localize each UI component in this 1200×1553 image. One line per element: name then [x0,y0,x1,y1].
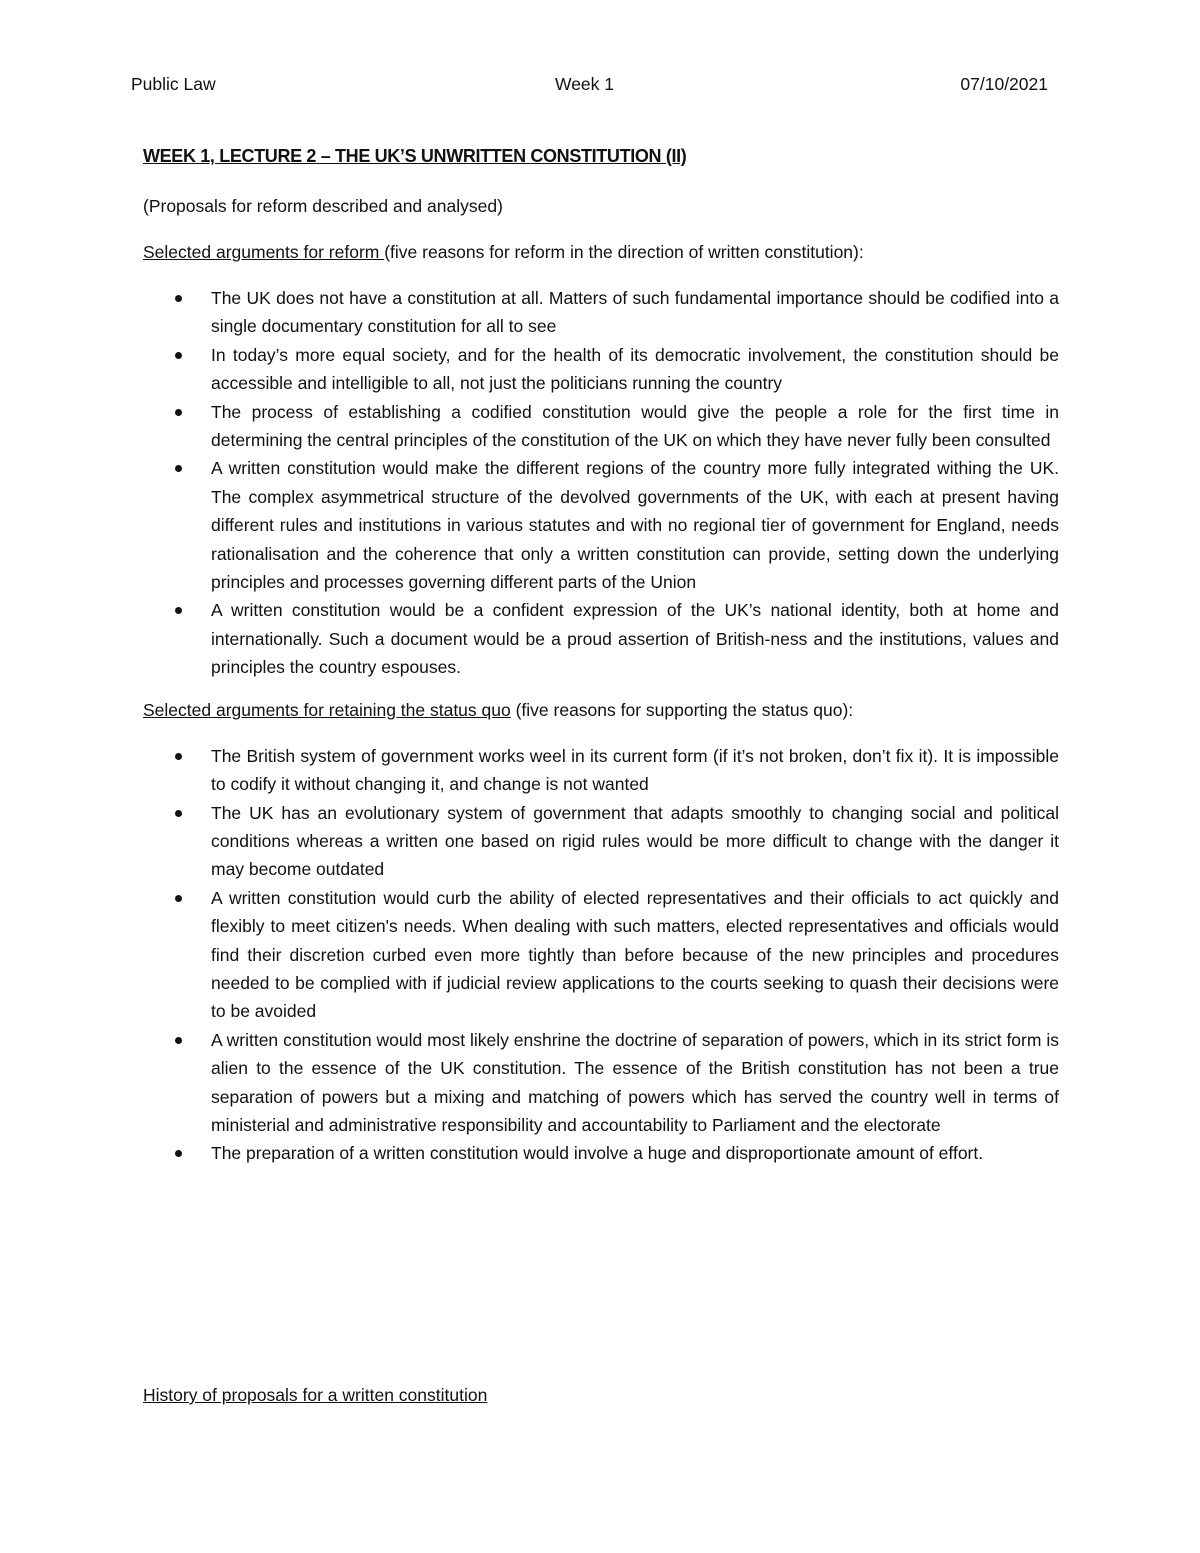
bullet-icon [175,352,182,359]
reform-heading-underlined: Selected arguments for reform [143,242,385,262]
document-title: WEEK 1, LECTURE 2 – THE UK’S UNWRITTEN CONSTITUTION (II) [143,146,687,166]
page-header [131,74,1048,98]
status-quo-heading-rest: (five reasons for supporting the status quo): [510,699,854,720]
list-item-text: A written constitution would be a confident expression of the UK’s national identity, both at home and internationally. Such a document would be a proud assertion of British-ness and the institutions, values and principles the country espouses. [211,600,1059,678]
document-body [143,142,1059,1182]
reform-heading [143,238,1059,266]
list-item-text: The process of establishing a codified constitution would give the people a role for the first time in determining the central principles of the constitution of the UK on which they have never fully been consulted [211,401,1059,451]
reform-heading-rest: (five reasons for reform in the direction of written constitution): [384,242,864,262]
list-item-text: The British system of government works weel in its current form (if it’s not broken, don’t fix it). It is impossible to codify it without changing it, and change is not wanted [211,745,1059,795]
bullet-icon [175,810,182,817]
list-item-text: The UK does not have a constitution at all. Matters of such fundamental importance should be codified into a single documentary constitution for all to see [211,288,1059,337]
list-item [143,742,1059,799]
status-quo-heading-underlined: Selected arguments for retaining the status quo [143,699,511,720]
list-item [143,884,1059,1026]
list-item [143,284,1059,341]
list-item [143,1026,1059,1140]
bullet-icon [175,895,182,902]
status-quo-list [143,742,1059,1168]
header-course: Public Law [131,74,216,94]
list-item [143,1139,1059,1167]
list-item [143,596,1059,681]
header-week: Week 1 [555,74,615,94]
history-heading: History of proposals for a written constitution [143,1385,488,1405]
bullet-icon [175,1037,182,1044]
list-item-text: In today’s more equal society, and for the health of its democratic involvement, the constitution should be accessible and intelligible to all, not just the politicians running the country [211,344,1059,394]
reform-list [143,284,1059,682]
bullet-icon [175,753,182,760]
intro-text: (Proposals for reform described and analysed) [143,196,503,216]
header-date: 07/10/2021 [960,74,1048,94]
list-item-text: The preparation of a written constitution would involve a huge and disproportionate amount of effort. [211,1143,984,1164]
bullet-icon [175,607,182,614]
bullet-icon [175,409,182,416]
list-item [143,454,1059,596]
bullet-icon [175,1150,182,1157]
list-item-text: A written constitution would make the different regions of the country more fully integrated withing the UK. The complex asymmetrical structure of the devolved governments of the UK, with each at present having different rules and institutions in various statutes and with no regional tier of government for England, needs rationalisation and the coherence that only a written constitution can provide, setting down the underlying principles and processes governing different parts of the Union [211,458,1059,593]
list-item-text: A written constitution would curb the ability of elected representatives and their officials to act quickly and flexibly to meet citizen's needs. When dealing with such matters, elected representatives and officials would find their discretion curbed even more tightly than before because of the new principles and procedures needed to be complied with if judicial review applications to the courts seeking to quash their decisions were to be avoided [211,887,1059,1022]
list-item-text: The UK has an evolutionary system of government that adapts smoothly to changing social and political conditions whereas a written one based on rigid rules would be more difficult to change with the danger it may become outdated [211,802,1059,880]
bullet-icon [175,465,182,472]
list-item [143,398,1059,455]
status-quo-heading [143,696,1059,724]
list-item [143,799,1059,884]
bullet-icon [175,295,182,302]
list-item [143,341,1059,398]
list-item-text: A written constitution would most likely enshrine the doctrine of separation of powers, which in its strict form is alien to the essence of the UK constitution. The essence of the British constitution has not been a true separation of powers but a mixing and matching of powers which has served the country well in terms of ministerial and administrative responsibility and accountability to Parliament and the electorate [211,1029,1059,1135]
